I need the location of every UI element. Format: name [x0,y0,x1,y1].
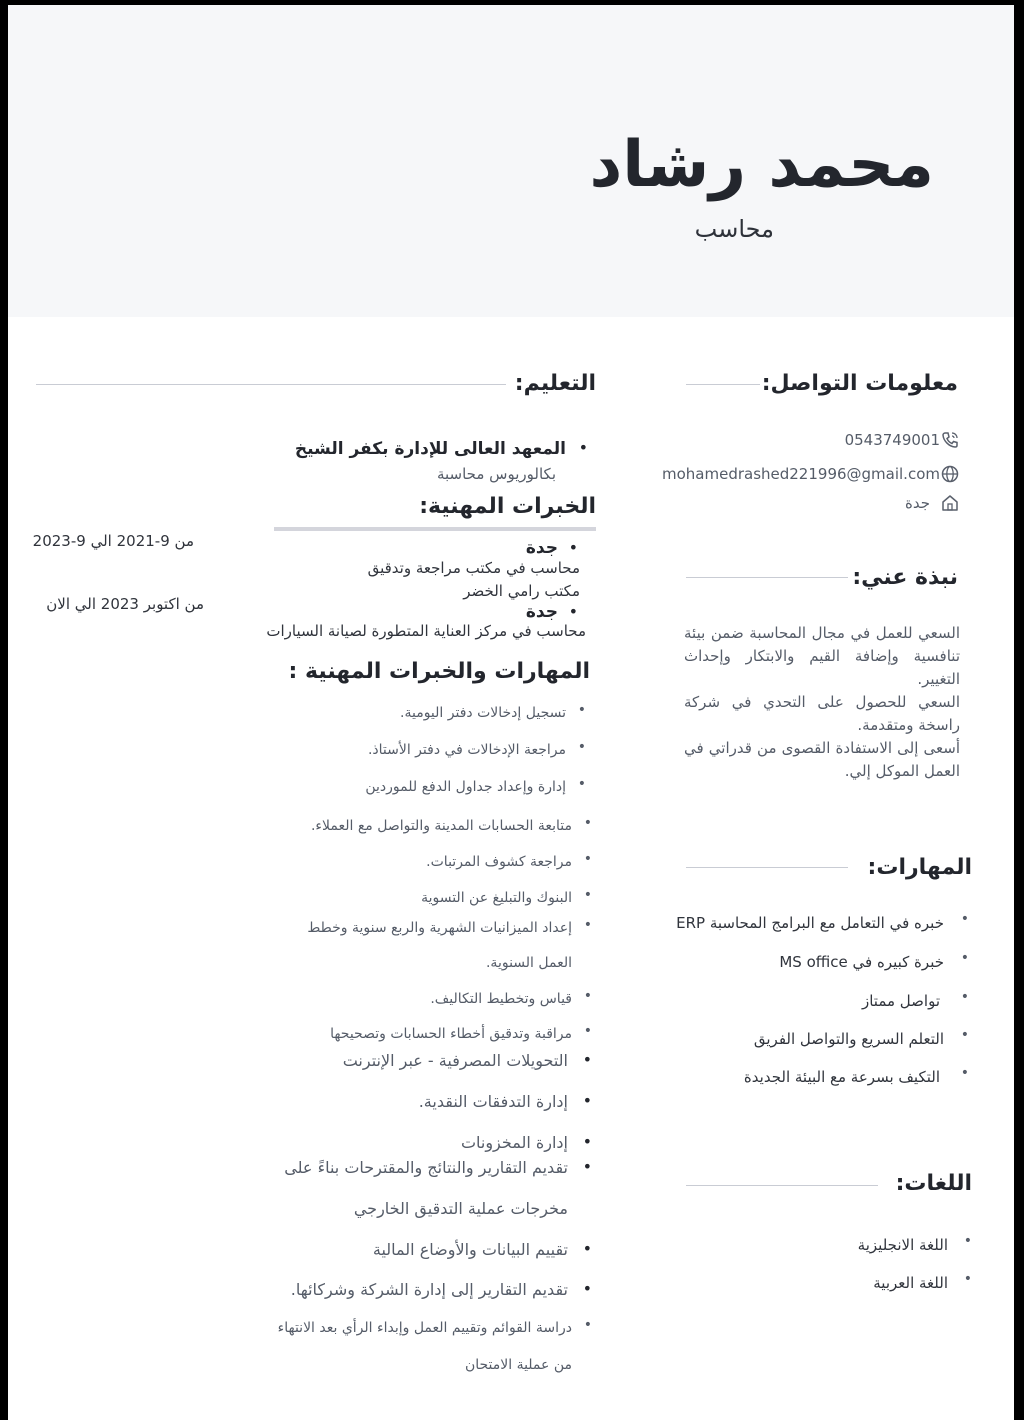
about-paragraph: السعي للحصول على التحدي في شركة راسخة ومتقدمة. [684,693,960,734]
about-title-rule [686,577,848,578]
bullet-icon: • [583,1317,592,1333]
skills-experience-item: التحويلات المصرفية - عبر الإنترنت [342,1051,568,1070]
skills-experience-item: تقديم التقارير والنتائج والمقترحات بناءً على [284,1158,568,1177]
job-city: جدة [525,538,558,558]
education-section-title: التعليم: [514,371,596,396]
bullet-icon: • [568,538,578,557]
bullet-icon: • [582,1091,592,1110]
bullet-icon: • [960,1027,969,1043]
skills-experience-item-continued: العمل السنوية. [485,955,572,971]
contact-title-rule [686,384,760,385]
skills-experience-item-continued: مخرجات عملية التدقيق الخارجي [353,1199,568,1218]
job-period: من اكتوبر 2023 الي الان [46,595,204,613]
skills-experience-item: تقييم البيانات والأوضاع المالية [372,1240,568,1259]
skills-experience-item: إدارة التدفقات النقدية. [418,1092,568,1111]
bullet-icon: • [582,1132,592,1151]
contact-city: جدة [904,494,930,512]
skills-experience-item: تقديم التقارير إلى إدارة الشركة وشركائها. [290,1280,568,1299]
job-title: محاسب [694,215,774,243]
skills-experience-item: دراسة القوائم وتقييم العمل وإبداء الرأي بعد الانتهاء [277,1320,572,1336]
bullet-icon: • [960,1065,969,1081]
bullet-icon: • [577,776,586,792]
bullet-icon: • [583,1023,592,1039]
resume-page [8,5,1014,1420]
globe-icon [940,464,960,484]
about-section-title: نبذة عني: [852,565,958,590]
bullet-icon: • [583,851,592,867]
about-text [684,622,960,783]
skill-item: التكيف بسرعة مع البيئة الجديدة [743,1068,940,1086]
education-degree: بكالوريوس محاسبة [436,465,556,483]
bullet-icon: • [960,950,969,966]
job-city: جدة [525,602,558,622]
phone-icon [940,430,960,450]
skills-experience-item-continued: من عملية الامتحان [464,1357,572,1373]
bullet-icon: • [583,887,592,903]
resume-header [8,5,1014,317]
bullet-icon: • [963,1271,972,1287]
skills-section-title: المهارات: [867,855,972,880]
skills-experience-item: إعداد الميزانيات الشهرية والربع سنوية وخطط [307,920,572,936]
about-paragraph: أسعى إلى الاستفادة القصوى من قدراتي في العمل الموكل إلي. [684,739,960,780]
contact-email: mohamedrashed221996@gmail.com [661,465,940,483]
skills-experience-item: تسجيل إدخالات دفتر اليومية. [400,705,566,721]
skills-experience-item: مراقبة وتدقيق أخطاء الحسابات وتصحيحها [330,1026,572,1042]
bullet-icon: • [577,702,586,718]
job-period: من 9-2021 الي 9-2023 [32,532,194,550]
skills-experience-item: مراجعة الإدخالات في دفتر الأستاذ. [367,742,566,758]
skills-title-rule [686,867,848,868]
skills-experience-item: متابعة الحسابات المدينة والتواصل مع العملاء. [310,818,572,834]
skills-experience-section-title: المهارات والخبرات المهنية : [288,659,590,684]
contact-phone: 0543749001 [844,431,940,449]
bullet-icon: • [960,989,969,1005]
education-institution: المعهد العالى للإدارة بكفر الشيخ [294,439,566,459]
language-item: اللغة الانجليزية [857,1236,948,1254]
bullet-icon: • [582,1050,592,1069]
job-role: محاسب في مكتب مراجعة وتدقيق [367,559,580,577]
language-item: اللغة العربية [873,1274,948,1292]
skills-experience-item: البنوك والتبليغ عن التسوية [421,890,572,906]
skill-item: تواصل ممتاز [861,992,940,1010]
person-name: محمد رشاد [589,128,934,202]
bullet-icon: • [583,988,592,1004]
bullet-icon: • [963,1233,972,1249]
contact-section-title: معلومات التواصل: [761,371,958,396]
languages-section-title: اللغات: [895,1171,972,1196]
bullet-icon: • [960,911,969,927]
education-title-rule [36,384,506,385]
skill-item: خبرة كبيره في MS office [779,953,944,971]
bullet-icon: • [583,917,592,933]
experience-title-rule [274,527,596,531]
bullet-icon: • [583,815,592,831]
languages-title-rule [686,1185,878,1186]
skills-experience-item: مراجعة كشوف المرتبات. [426,854,572,870]
bullet-icon: • [582,1279,592,1298]
bullet-icon: • [577,739,586,755]
bullet-icon: • [582,1157,592,1176]
job-role: محاسب في مركز العناية المتطورة لصيانة السيارات [266,622,586,640]
skills-experience-item: قياس وتخطيط التكاليف. [430,991,572,1007]
skill-item: خبره في التعامل مع البرامج المحاسبة ERP [676,914,944,932]
bullet-icon: • [568,602,578,621]
skills-experience-item: إدارة وإعداد جداول الدفع للموردين [365,779,566,795]
bullet-icon: • [582,1239,592,1258]
about-paragraph: السعي للعمل في مجال المحاسبة ضمن بيئة تنافسية وإضافة القيم والابتكار وإحداث التغيير. [684,624,960,688]
skill-item: التعلم السريع والتواصل الفريق [753,1030,944,1048]
skills-experience-item: إدارة المخزونات [460,1133,568,1152]
experience-section-title: الخبرات المهنية: [419,494,596,519]
home-icon [940,493,960,513]
bullet-icon: • [578,438,588,457]
job-company: مكتب رامي الخضر [463,582,580,600]
